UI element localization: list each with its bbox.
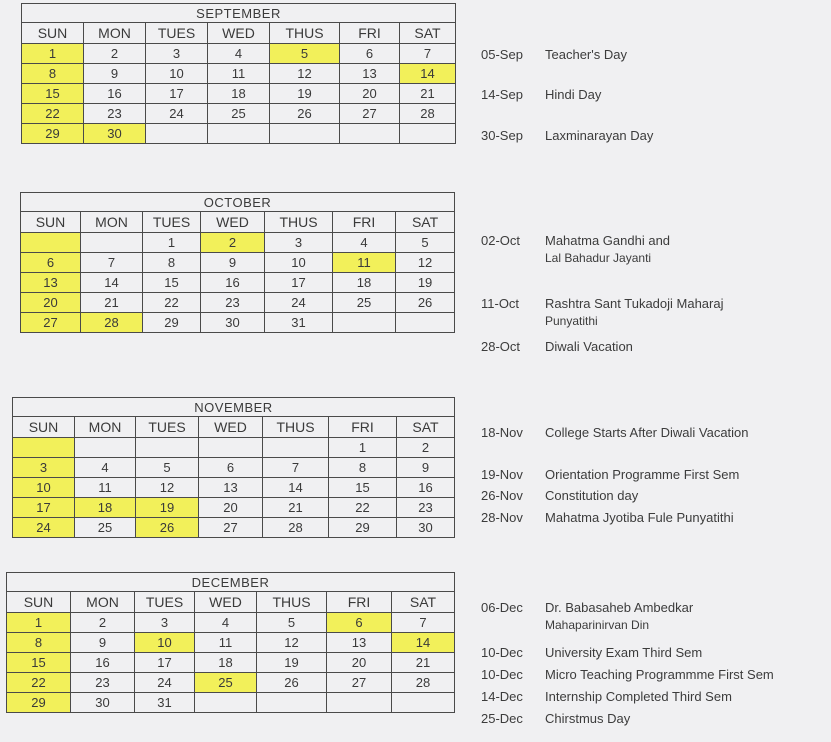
weekday-header: WED [195, 592, 257, 613]
date-cell: 12 [136, 478, 199, 498]
event-name: University Exam Third Sem [545, 645, 703, 660]
date-cell: 25 [208, 104, 270, 124]
date-cell: 1 [22, 44, 84, 64]
date-cell: 13 [199, 478, 263, 498]
date-cell: 20 [199, 498, 263, 518]
weekday-header: THUS [257, 592, 327, 613]
date-cell: 19 [257, 653, 327, 673]
date-cell: 8 [22, 64, 84, 84]
event-item [481, 87, 601, 102]
weekday-header: SUN [7, 592, 71, 613]
week-row [22, 104, 456, 124]
date-cell [136, 438, 199, 458]
week-row [7, 613, 455, 633]
event-name: College Starts After Diwali Vacation [545, 425, 749, 440]
date-cell: 20 [340, 84, 400, 104]
date-cell: 31 [265, 313, 333, 333]
date-cell: 26 [136, 518, 199, 538]
week-row [21, 273, 455, 293]
weekday-header: SAT [396, 212, 455, 233]
event-date: 05-Sep [481, 47, 523, 62]
event-date: 28-Oct [481, 339, 521, 354]
week-row [13, 498, 455, 518]
date-cell: 6 [327, 613, 392, 633]
weekday-header: THUS [265, 212, 333, 233]
date-cell: 4 [75, 458, 136, 478]
date-cell: 21 [81, 293, 143, 313]
calendar-september [21, 3, 456, 144]
date-cell [199, 438, 263, 458]
event-date: 26-Nov [481, 488, 523, 503]
event-item [481, 296, 723, 328]
date-cell [333, 313, 396, 333]
week-row [7, 673, 455, 693]
week-row [7, 653, 455, 673]
date-cell: 25 [333, 293, 396, 313]
weekday-header: THUS [270, 23, 340, 44]
weekday-header: TUES [146, 23, 208, 44]
week-row [22, 84, 456, 104]
event-date: 19-Nov [481, 467, 523, 482]
date-cell: 27 [21, 313, 81, 333]
date-cell: 30 [84, 124, 146, 144]
date-cell: 10 [265, 253, 333, 273]
date-cell: 14 [263, 478, 329, 498]
date-cell: 30 [201, 313, 265, 333]
event-item [481, 488, 638, 503]
date-cell: 29 [7, 693, 71, 713]
date-cell [263, 438, 329, 458]
date-cell: 18 [208, 84, 270, 104]
event-item [481, 600, 693, 632]
week-row [21, 253, 455, 273]
weekday-header: TUES [136, 417, 199, 438]
date-cell [270, 124, 340, 144]
weekday-header: SAT [400, 23, 456, 44]
date-cell: 7 [263, 458, 329, 478]
weekday-header: TUES [143, 212, 201, 233]
date-cell [208, 124, 270, 144]
weekday-header: TUES [135, 592, 195, 613]
date-cell: 27 [340, 104, 400, 124]
week-row [22, 124, 456, 144]
date-cell: 15 [143, 273, 201, 293]
date-cell: 2 [397, 438, 455, 458]
date-cell: 18 [333, 273, 396, 293]
date-cell [81, 233, 143, 253]
event-item [481, 425, 749, 440]
date-cell: 30 [397, 518, 455, 538]
date-cell: 26 [396, 293, 455, 313]
weekday-header: MON [75, 417, 136, 438]
date-cell: 18 [75, 498, 136, 518]
date-cell: 25 [195, 673, 257, 693]
date-cell: 8 [143, 253, 201, 273]
date-cell: 19 [136, 498, 199, 518]
date-cell: 13 [21, 273, 81, 293]
date-cell: 20 [21, 293, 81, 313]
week-row [21, 293, 455, 313]
date-cell: 18 [195, 653, 257, 673]
event-name: Constitution day [545, 488, 639, 503]
date-cell: 30 [71, 693, 135, 713]
event-date: 10-Dec [481, 645, 523, 660]
date-cell: 19 [270, 84, 340, 104]
event-name: Diwali Vacation [545, 339, 633, 354]
date-cell: 1 [329, 438, 397, 458]
date-cell: 28 [263, 518, 329, 538]
event-item [481, 467, 739, 482]
date-cell: 8 [7, 633, 71, 653]
event-name: Laxminarayan Day [545, 128, 654, 143]
date-cell: 3 [265, 233, 333, 253]
date-cell: 22 [329, 498, 397, 518]
date-cell: 15 [22, 84, 84, 104]
date-cell: 23 [201, 293, 265, 313]
event-name: Mahatma Gandhi and [545, 233, 671, 248]
date-cell: 25 [75, 518, 136, 538]
event-date: 28-Nov [481, 510, 523, 525]
weekday-header: MON [81, 212, 143, 233]
date-cell [400, 124, 456, 144]
weekday-header: MON [71, 592, 135, 613]
event-name: Mahatma Jyotiba Fule Punyatithi [545, 510, 734, 525]
week-row [13, 478, 455, 498]
date-cell: 7 [81, 253, 143, 273]
date-cell: 5 [136, 458, 199, 478]
date-cell: 9 [71, 633, 135, 653]
date-cell: 6 [340, 44, 400, 64]
weekday-header: FRI [329, 417, 397, 438]
date-cell: 31 [135, 693, 195, 713]
date-cell: 2 [201, 233, 265, 253]
date-cell: 23 [84, 104, 146, 124]
date-cell: 15 [329, 478, 397, 498]
calendar-october [20, 192, 455, 333]
weekday-header: SUN [13, 417, 75, 438]
event-name: Dr. Babasaheb Ambedkar [545, 600, 694, 615]
event-date: 18-Nov [481, 425, 523, 440]
date-cell [146, 124, 208, 144]
event-date: 02-Oct [481, 233, 521, 248]
date-cell: 16 [84, 84, 146, 104]
date-cell: 14 [392, 633, 455, 653]
date-cell: 6 [199, 458, 263, 478]
date-cell: 8 [329, 458, 397, 478]
weekday-header: FRI [340, 23, 400, 44]
event-item [481, 128, 653, 143]
date-cell: 7 [392, 613, 455, 633]
event-date: 10-Dec [481, 667, 523, 682]
date-cell: 5 [396, 233, 455, 253]
weekday-header: FRI [333, 212, 396, 233]
event-name: Hindi Day [545, 87, 602, 102]
date-cell: 17 [135, 653, 195, 673]
event-item [481, 47, 627, 62]
date-cell: 5 [270, 44, 340, 64]
date-cell: 11 [195, 633, 257, 653]
week-row [7, 693, 455, 713]
date-cell: 3 [13, 458, 75, 478]
date-cell: 29 [22, 124, 84, 144]
weekday-header: SUN [22, 23, 84, 44]
calendar-november [12, 397, 455, 538]
weekday-header: SAT [397, 417, 455, 438]
date-cell: 9 [397, 458, 455, 478]
date-cell: 10 [146, 64, 208, 84]
date-cell: 27 [199, 518, 263, 538]
event-date: 14-Dec [481, 689, 523, 704]
date-cell: 22 [22, 104, 84, 124]
date-cell: 28 [392, 673, 455, 693]
month-title: OCTOBER [21, 193, 455, 212]
event-item [481, 711, 630, 726]
week-row [21, 233, 455, 253]
date-cell: 13 [327, 633, 392, 653]
calendar-december [6, 572, 455, 713]
date-cell: 17 [146, 84, 208, 104]
date-cell: 11 [208, 64, 270, 84]
month-title: SEPTEMBER [22, 4, 456, 23]
date-cell: 9 [201, 253, 265, 273]
date-cell: 24 [146, 104, 208, 124]
event-date: 06-Dec [481, 600, 523, 615]
date-cell: 14 [81, 273, 143, 293]
event-item [481, 645, 702, 660]
week-row [13, 438, 455, 458]
date-cell: 22 [7, 673, 71, 693]
week-row [22, 64, 456, 84]
event-item [481, 339, 633, 354]
event-item [481, 233, 670, 265]
date-cell: 10 [135, 633, 195, 653]
date-cell: 2 [71, 613, 135, 633]
weekday-header: WED [199, 417, 263, 438]
date-cell [392, 693, 455, 713]
event-name: Internship Completed Third Sem [545, 689, 732, 704]
event-name: Micro Teaching Programmme First Sem [545, 667, 774, 682]
event-name: Orientation Programme First Sem [545, 467, 740, 482]
date-cell [396, 313, 455, 333]
date-cell: 5 [257, 613, 327, 633]
date-cell: 20 [327, 653, 392, 673]
date-cell: 19 [396, 273, 455, 293]
date-cell [257, 693, 327, 713]
event-date: 11-Oct [481, 296, 520, 311]
event-name-line2: Punyatithi [545, 314, 598, 328]
date-cell: 2 [84, 44, 146, 64]
event-name: Teacher's Day [545, 47, 627, 62]
event-name-line2: Lal Bahadur Jayanti [545, 251, 652, 265]
weekday-header: SAT [392, 592, 455, 613]
date-cell: 11 [75, 478, 136, 498]
date-cell: 21 [400, 84, 456, 104]
date-cell: 4 [333, 233, 396, 253]
week-row [13, 458, 455, 478]
week-row [7, 633, 455, 653]
weekday-header: MON [84, 23, 146, 44]
event-item [481, 689, 732, 704]
date-cell: 14 [400, 64, 456, 84]
date-cell: 16 [201, 273, 265, 293]
date-cell: 10 [13, 478, 75, 498]
event-item [481, 510, 734, 525]
date-cell: 1 [7, 613, 71, 633]
date-cell: 23 [397, 498, 455, 518]
event-name: Rashtra Sant Tukadoji Maharaj [545, 296, 724, 311]
date-cell: 4 [208, 44, 270, 64]
date-cell [327, 693, 392, 713]
date-cell [75, 438, 136, 458]
date-cell: 29 [143, 313, 201, 333]
date-cell: 3 [146, 44, 208, 64]
date-cell: 24 [265, 293, 333, 313]
date-cell: 29 [329, 518, 397, 538]
weekday-header: SUN [21, 212, 81, 233]
date-cell: 24 [13, 518, 75, 538]
weekday-header: WED [201, 212, 265, 233]
date-cell [195, 693, 257, 713]
week-row [21, 313, 455, 333]
date-cell: 17 [13, 498, 75, 518]
date-cell: 24 [135, 673, 195, 693]
date-cell: 23 [71, 673, 135, 693]
weekday-header: FRI [327, 592, 392, 613]
date-cell: 21 [392, 653, 455, 673]
date-cell: 9 [84, 64, 146, 84]
date-cell: 13 [340, 64, 400, 84]
date-cell [21, 233, 81, 253]
date-cell: 27 [327, 673, 392, 693]
event-item [481, 667, 774, 682]
date-cell: 15 [7, 653, 71, 673]
date-cell: 28 [400, 104, 456, 124]
date-cell: 26 [257, 673, 327, 693]
date-cell [13, 438, 75, 458]
date-cell: 3 [135, 613, 195, 633]
event-date: 30-Sep [481, 128, 523, 143]
month-title: DECEMBER [7, 573, 455, 592]
date-cell: 11 [333, 253, 396, 273]
date-cell: 26 [270, 104, 340, 124]
week-row [13, 518, 455, 538]
event-name: Chirstmus Day [545, 711, 631, 726]
date-cell: 28 [81, 313, 143, 333]
date-cell: 22 [143, 293, 201, 313]
date-cell: 7 [400, 44, 456, 64]
date-cell: 4 [195, 613, 257, 633]
weekday-header: WED [208, 23, 270, 44]
date-cell: 17 [265, 273, 333, 293]
date-cell: 12 [257, 633, 327, 653]
weekday-header: THUS [263, 417, 329, 438]
date-cell: 12 [396, 253, 455, 273]
date-cell: 1 [143, 233, 201, 253]
date-cell: 16 [397, 478, 455, 498]
event-date: 14-Sep [481, 87, 523, 102]
date-cell [340, 124, 400, 144]
week-row [22, 44, 456, 64]
month-title: NOVEMBER [13, 398, 455, 417]
date-cell: 12 [270, 64, 340, 84]
date-cell: 16 [71, 653, 135, 673]
event-name-line2: Mahaparinirvan Din [545, 618, 650, 632]
date-cell: 21 [263, 498, 329, 518]
date-cell: 6 [21, 253, 81, 273]
event-date: 25-Dec [481, 711, 523, 726]
